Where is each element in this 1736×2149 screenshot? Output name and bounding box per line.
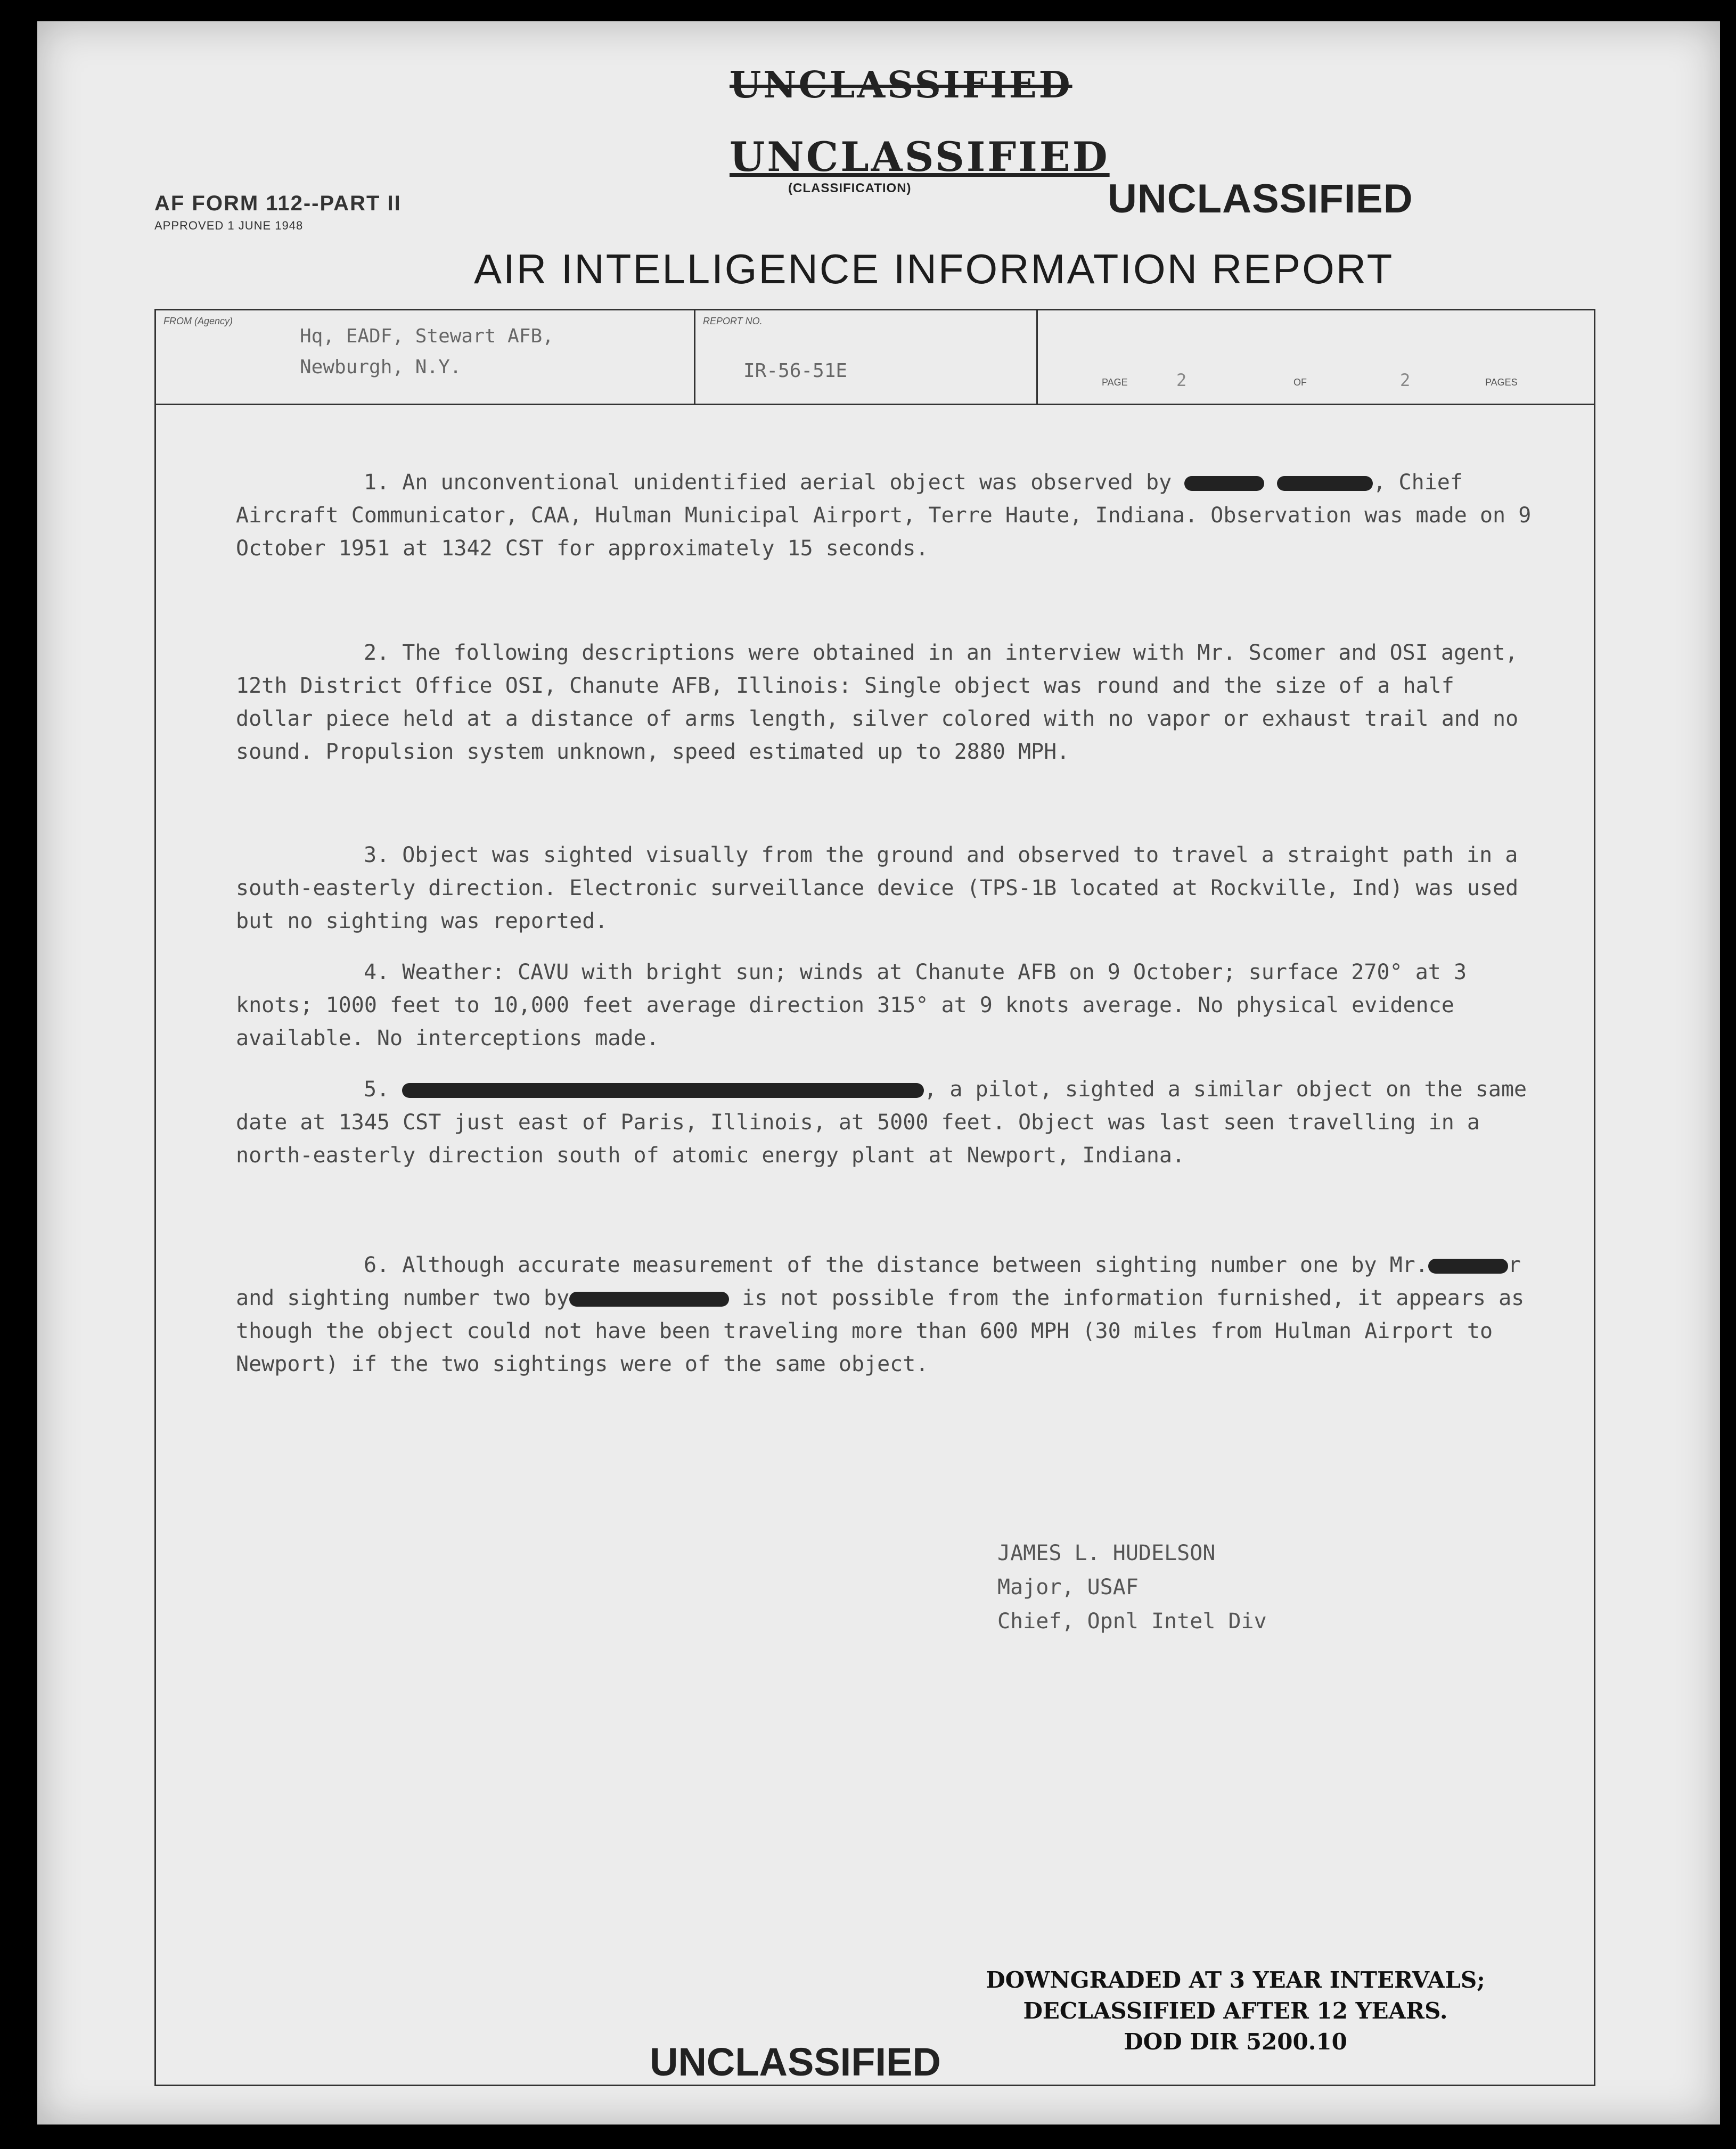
redaction-mark bbox=[1277, 476, 1373, 491]
from-agency-label: FROM (Agency) bbox=[163, 316, 233, 326]
form-identifier bbox=[154, 192, 402, 233]
classification-caption: (CLASSIFICATION) bbox=[788, 181, 912, 195]
paragraph-5: 5. , a pilot, sighted a similar object on the same date at 1345 CST just east of Paris, Illinois, at 5000 feet. Object was last seen travelling in a north-easterly direction south of atomic energy plant at Newport, Indiana. bbox=[236, 1077, 1540, 1168]
report-number-cell bbox=[695, 310, 1038, 404]
page-number: 2 bbox=[1176, 370, 1187, 390]
paragraph-1-text-a: 1. An unconventional unidentified aerial object was observed by bbox=[364, 470, 1172, 495]
signer-title: Chief, Opnl Intel Div bbox=[997, 1609, 1267, 1634]
report-title: AIR INTELLIGENCE INFORMATION REPORT bbox=[474, 245, 1394, 292]
paragraph-1 bbox=[236, 466, 1544, 565]
paragraph-5-text: , a pilot, sighted a similar object on the same date at 1345 CST just east of Paris, Illinois, at 5000 feet. Object was last seen travelling in a north-easterly direction south of atomic energy plant at Newport, Indiana. bbox=[236, 1077, 1540, 1168]
downgrade-line-3: DOD DIR 5200.10 bbox=[1124, 2029, 1347, 2055]
of-label: OF bbox=[1293, 377, 1307, 388]
classification-stamp: UNCLASSIFIED bbox=[730, 133, 1110, 181]
paragraph-2: 2. The following descriptions were obtained in an interview with Mr. Scomer and OSI agent, 12th District Office OSI, Chanute AFB, Illinois: Single object was round and the size of a half dollar piece held at a distance of arms length, silver colored with no vapor or exhaust trail and no sound. Propulsion system unknown, speed estimated up to 2880 MPH. bbox=[236, 641, 1532, 764]
redaction-mark bbox=[569, 1292, 729, 1307]
redaction-mark bbox=[1184, 476, 1264, 491]
signature-block bbox=[997, 1536, 1267, 1638]
downgrade-stamp bbox=[889, 1965, 1582, 2057]
from-agency-line-1: Hq, EADF, Stewart AFB, bbox=[300, 325, 554, 347]
paragraph-3: 3. Object was sighted visually from the ground and observed to travel a straight path in a south-easterly direction. Electronic surveillance device (TPS-1B located at Rockville, Ind) was used but no sighting was reported. bbox=[236, 843, 1532, 933]
redaction-mark bbox=[402, 1083, 924, 1098]
downgrade-line-1: DOWNGRADED AT 3 YEAR INTERVALS; bbox=[986, 1967, 1485, 1993]
paragraph-6-text-c: is not possible from the information furnished, it appears as though the object could not have been traveling more than 600 MPH (30 miles from Hulman Airport to Newport) if the two sightings were of the same object. bbox=[236, 1286, 1537, 1376]
report-number-value: IR-56-51E bbox=[743, 360, 848, 382]
form-name: AF FORM 112--PART II bbox=[154, 192, 402, 215]
downgrade-line-2: DECLASSIFIED AFTER 12 YEARS. bbox=[1023, 1998, 1448, 2024]
paragraph-1-text-b: , Chief Aircraft Communicator, CAA, Hulman Municipal Airport, Terre Haute, Indiana. Observation was made on 9 October 1951 at 1342 CST for approximately 15 seconds. bbox=[236, 470, 1544, 561]
redaction-mark bbox=[1428, 1259, 1508, 1274]
document-page bbox=[37, 21, 1720, 2125]
report-header-box bbox=[154, 309, 1595, 405]
report-number-label: REPORT NO. bbox=[703, 316, 763, 326]
page-total: 2 bbox=[1400, 370, 1411, 390]
paragraph-6-text-b: r and sighting number two by bbox=[236, 1253, 1534, 1310]
from-agency-cell bbox=[156, 310, 695, 404]
paragraph-4: 4. Weather: CAVU with bright sun; winds at Chanute AFB on 9 October; surface 270° at 3 knots; 1000 feet to 10,000 feet average direction 315° at 9 knots average. No physical evidence available. No interceptions made. bbox=[236, 960, 1480, 1051]
report-body bbox=[154, 402, 1595, 2086]
unclassified-bottom-stamp: UNCLASSIFIED bbox=[650, 2040, 941, 2084]
pages-label: PAGES bbox=[1485, 377, 1518, 388]
page-label: PAGE bbox=[1102, 377, 1128, 388]
struck-classification-stamp: UNCLASSIFIED bbox=[730, 64, 1072, 106]
from-agency-line-2: Newburgh, N.Y. bbox=[300, 356, 462, 378]
signer-name: JAMES L. HUDELSON bbox=[997, 1541, 1216, 1565]
signer-rank: Major, USAF bbox=[997, 1575, 1139, 1600]
paragraph-6-text-a: 6. Although accurate measurement of the distance between sighting number one by Mr. bbox=[364, 1253, 1428, 1277]
page-count-cell bbox=[1038, 310, 1592, 404]
unclassified-top-stamp: UNCLASSIFIED bbox=[1108, 176, 1413, 222]
paragraph-6 bbox=[236, 1249, 1541, 1381]
from-agency-value bbox=[300, 321, 554, 383]
form-approved-date: APPROVED 1 JUNE 1948 bbox=[154, 219, 304, 232]
